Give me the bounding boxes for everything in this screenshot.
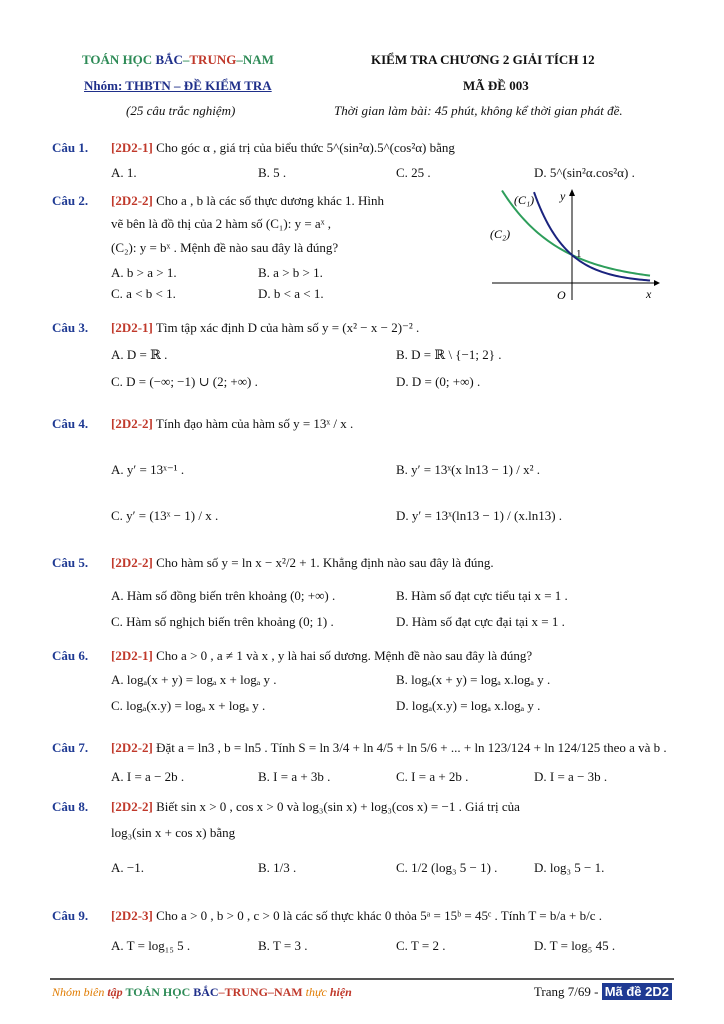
question-number: Câu 7. xyxy=(52,740,89,755)
question-stem: Cho a > 0 , b > 0 , c > 0 là các số thực khác 0 thỏa 5ᵃ = 15ᵇ = 45ᶜ . Tính T = b/a + b/c . xyxy=(152,908,602,923)
question-stem: Cho hàm số y = ln x − x²/2 + 1. Khẳng định nào sau đây là đúng. xyxy=(152,555,494,570)
brand-title xyxy=(82,52,274,68)
footer-credit-part: thực xyxy=(302,985,330,999)
option-c: C. I = a + 2b . xyxy=(396,769,469,784)
question-tag: [2D2-1] xyxy=(111,648,153,663)
question-text: vẽ bên là đồ thị của 2 hàm số (C₁): y = aˣ , xyxy=(111,216,331,231)
footer-credit-part: BẮC xyxy=(193,985,219,999)
option-d: D. Hàm số đạt cực đại tại x = 1 . xyxy=(396,614,565,629)
question-number: Câu 3. xyxy=(52,320,89,335)
question-text xyxy=(111,740,667,756)
question-tag: [2D2-2] xyxy=(111,555,153,570)
footer-page xyxy=(534,984,672,1000)
option-b: B. a > b > 1. xyxy=(258,265,323,280)
option-a: A. Hàm số đồng biến trên khoảng (0; +∞) . xyxy=(111,588,336,603)
question-text xyxy=(111,648,532,664)
exam-title: KIỂM TRA CHƯƠNG 2 GIẢI TÍCH 12 xyxy=(371,52,595,67)
question-stem: Cho a > 0 , a ≠ 1 và x , y là hai số dương. Mệnh đề nào sau đây là đúng? xyxy=(152,648,533,663)
question-tag: [2D2-2] xyxy=(111,416,153,431)
option-d: D. log₃ 5 − 1. xyxy=(534,860,605,875)
option-c: C. T = 2 . xyxy=(396,938,446,953)
option-d: D. y′ = 13ˣ(ln13 − 1) / (x.ln13) . xyxy=(396,508,563,523)
question-number: Câu 4. xyxy=(52,416,89,431)
x-axis-label: x xyxy=(646,287,652,301)
option-a: A. D = ℝ . xyxy=(111,347,168,362)
option-c: C. D = (−∞; −1) ∪ (2; +∞) . xyxy=(111,374,258,389)
question-tag: [2D2-1] xyxy=(111,320,153,335)
brand-part: –NAM xyxy=(236,52,274,67)
option-d: D. 5^(sin²α.cos²α) . xyxy=(534,165,635,180)
option-a: A. logₐ(x + y) = logₐ x + logₐ y . xyxy=(111,672,277,687)
question-number: Câu 1. xyxy=(52,140,89,155)
question-text xyxy=(111,416,353,432)
question-tag: [2D2-2] xyxy=(111,799,153,814)
question-number: Câu 9. xyxy=(52,908,89,923)
origin-label: O xyxy=(557,288,566,302)
option-c: C. Hàm số nghịch biến trên khoảng (0; 1) . xyxy=(111,614,334,629)
question-stem: Cho góc α , giá trị của biểu thức 5^(sin²α).5^(cos²α) bằng xyxy=(152,140,455,155)
question-stem: Cho a , b là các số thực dương khác 1. Hình xyxy=(152,193,384,208)
question-number: Câu 2. xyxy=(52,193,89,208)
question-number: Câu 8. xyxy=(52,799,89,814)
option-d: D. D = (0; +∞) . xyxy=(396,374,481,389)
brand-part: TOÁN HỌC xyxy=(82,52,156,67)
option-d: D. logₐ(x.y) = logₐ x.logₐ y . xyxy=(396,698,541,713)
question-stem: Tính đạo hàm của hàm số y = 13ˣ / x . xyxy=(152,416,354,431)
option-a: A. T = log₁₅ 5 . xyxy=(111,938,191,953)
option-c: C. logₐ(x.y) = logₐ x + logₐ y . xyxy=(111,698,266,713)
question-text: log₃(sin x + cos x) bằng xyxy=(111,825,236,840)
option-b: B. 1/3 . xyxy=(258,860,297,875)
question-text xyxy=(111,908,602,924)
option-d: D. T = log₅ 45 . xyxy=(534,938,616,953)
option-a: A. y′ = 13ˣ⁻¹ . xyxy=(111,462,185,477)
exam-code-badge: Mã đề 2D2 xyxy=(602,983,672,1000)
question-text xyxy=(111,193,384,209)
footer-credit-part: –TRUNG–NAM xyxy=(218,985,303,999)
option-c: C. a < b < 1. xyxy=(111,286,176,301)
page-number: Trang 7/69 - xyxy=(533,984,602,999)
option-c: C. 1/2 (log₃ 5 − 1) . xyxy=(396,860,498,875)
question-count: (25 câu trắc nghiệm) xyxy=(126,103,236,118)
question-tag: [2D2-2] xyxy=(111,740,153,755)
question-text xyxy=(111,320,419,336)
option-a: A. I = a − 2b . xyxy=(111,769,185,784)
option-d: D. b < a < 1. xyxy=(258,286,324,301)
y-axis-arrow xyxy=(569,189,575,196)
question-stem: Biết sin x > 0 , cos x > 0 và log₃(sin x) + log₃(cos x) = −1 . Giá trị của xyxy=(152,799,520,814)
question-stem: Đặt a = ln3 , b = ln5 . Tính S = ln 3/4 + ln 4/5 + ln 5/6 + ... + ln 123/124 + ln 124/125 theo a và b . xyxy=(152,740,667,755)
question-tag: [2D2-3] xyxy=(111,908,153,923)
group-name: Nhóm: THBTN – ĐỀ KIỂM TRA xyxy=(84,78,272,93)
question-text xyxy=(111,555,494,571)
option-a: A. b > a > 1. xyxy=(111,265,177,280)
option-b: B. y′ = 13ˣ(x ln13 − 1) / x² . xyxy=(396,462,540,477)
brand-part: BẮC xyxy=(155,52,183,67)
option-a: A. 1. xyxy=(111,165,137,180)
exam-code: MÃ ĐỀ 003 xyxy=(463,78,529,93)
question-text: (C₂): y = bˣ . Mệnh đề nào sau đây là đúng? xyxy=(111,240,339,255)
question-text xyxy=(111,140,455,156)
option-c: C. y′ = (13ˣ − 1) / x . xyxy=(111,508,219,523)
curve-c1 xyxy=(534,192,650,280)
brand-part: TRUNG xyxy=(189,52,237,67)
x-axis-arrow xyxy=(654,280,660,286)
option-b: B. logₐ(x + y) = logₐ x.logₐ y . xyxy=(396,672,551,687)
option-b: B. T = 3 . xyxy=(258,938,308,953)
intercept-label: 1 xyxy=(576,248,582,260)
question-tag: [2D2-2] xyxy=(111,193,153,208)
option-c: C. 25 . xyxy=(396,165,431,180)
footer-credit-part: Nhóm biên xyxy=(52,985,108,999)
brand-part: – xyxy=(182,52,190,67)
footer-credit-part: tập xyxy=(107,985,123,999)
footer-credit-part: hiện xyxy=(329,985,352,999)
question-number: Câu 6. xyxy=(52,648,89,663)
option-d: D. I = a − 3b . xyxy=(534,769,608,784)
question-text xyxy=(111,799,520,815)
option-b: B. Hàm số đạt cực tiểu tại x = 1 . xyxy=(396,588,568,603)
exponential-graph xyxy=(488,186,660,306)
curve-c2-label: (C₂) xyxy=(490,227,511,241)
option-a: A. −1. xyxy=(111,860,144,875)
question-stem: Tìm tập xác định D của hàm số y = (x² − x − 2)⁻² . xyxy=(152,320,420,335)
curve-c1-label: (C₁) xyxy=(514,193,535,207)
footer-credit xyxy=(52,985,352,1000)
footer-credit-part: TOÁN HỌC xyxy=(122,985,194,999)
question-number: Câu 5. xyxy=(52,555,89,570)
question-tag: [2D2-1] xyxy=(111,140,153,155)
exam-duration: Thời gian làm bài: 45 phút, không kể thời gian phát đề. xyxy=(334,103,623,118)
footer-divider xyxy=(50,978,674,980)
y-axis-label: y xyxy=(560,189,566,203)
option-b: B. I = a + 3b . xyxy=(258,769,331,784)
option-b: B. D = ℝ \ {−1; 2} . xyxy=(396,347,502,362)
option-b: B. 5 . xyxy=(258,165,287,180)
